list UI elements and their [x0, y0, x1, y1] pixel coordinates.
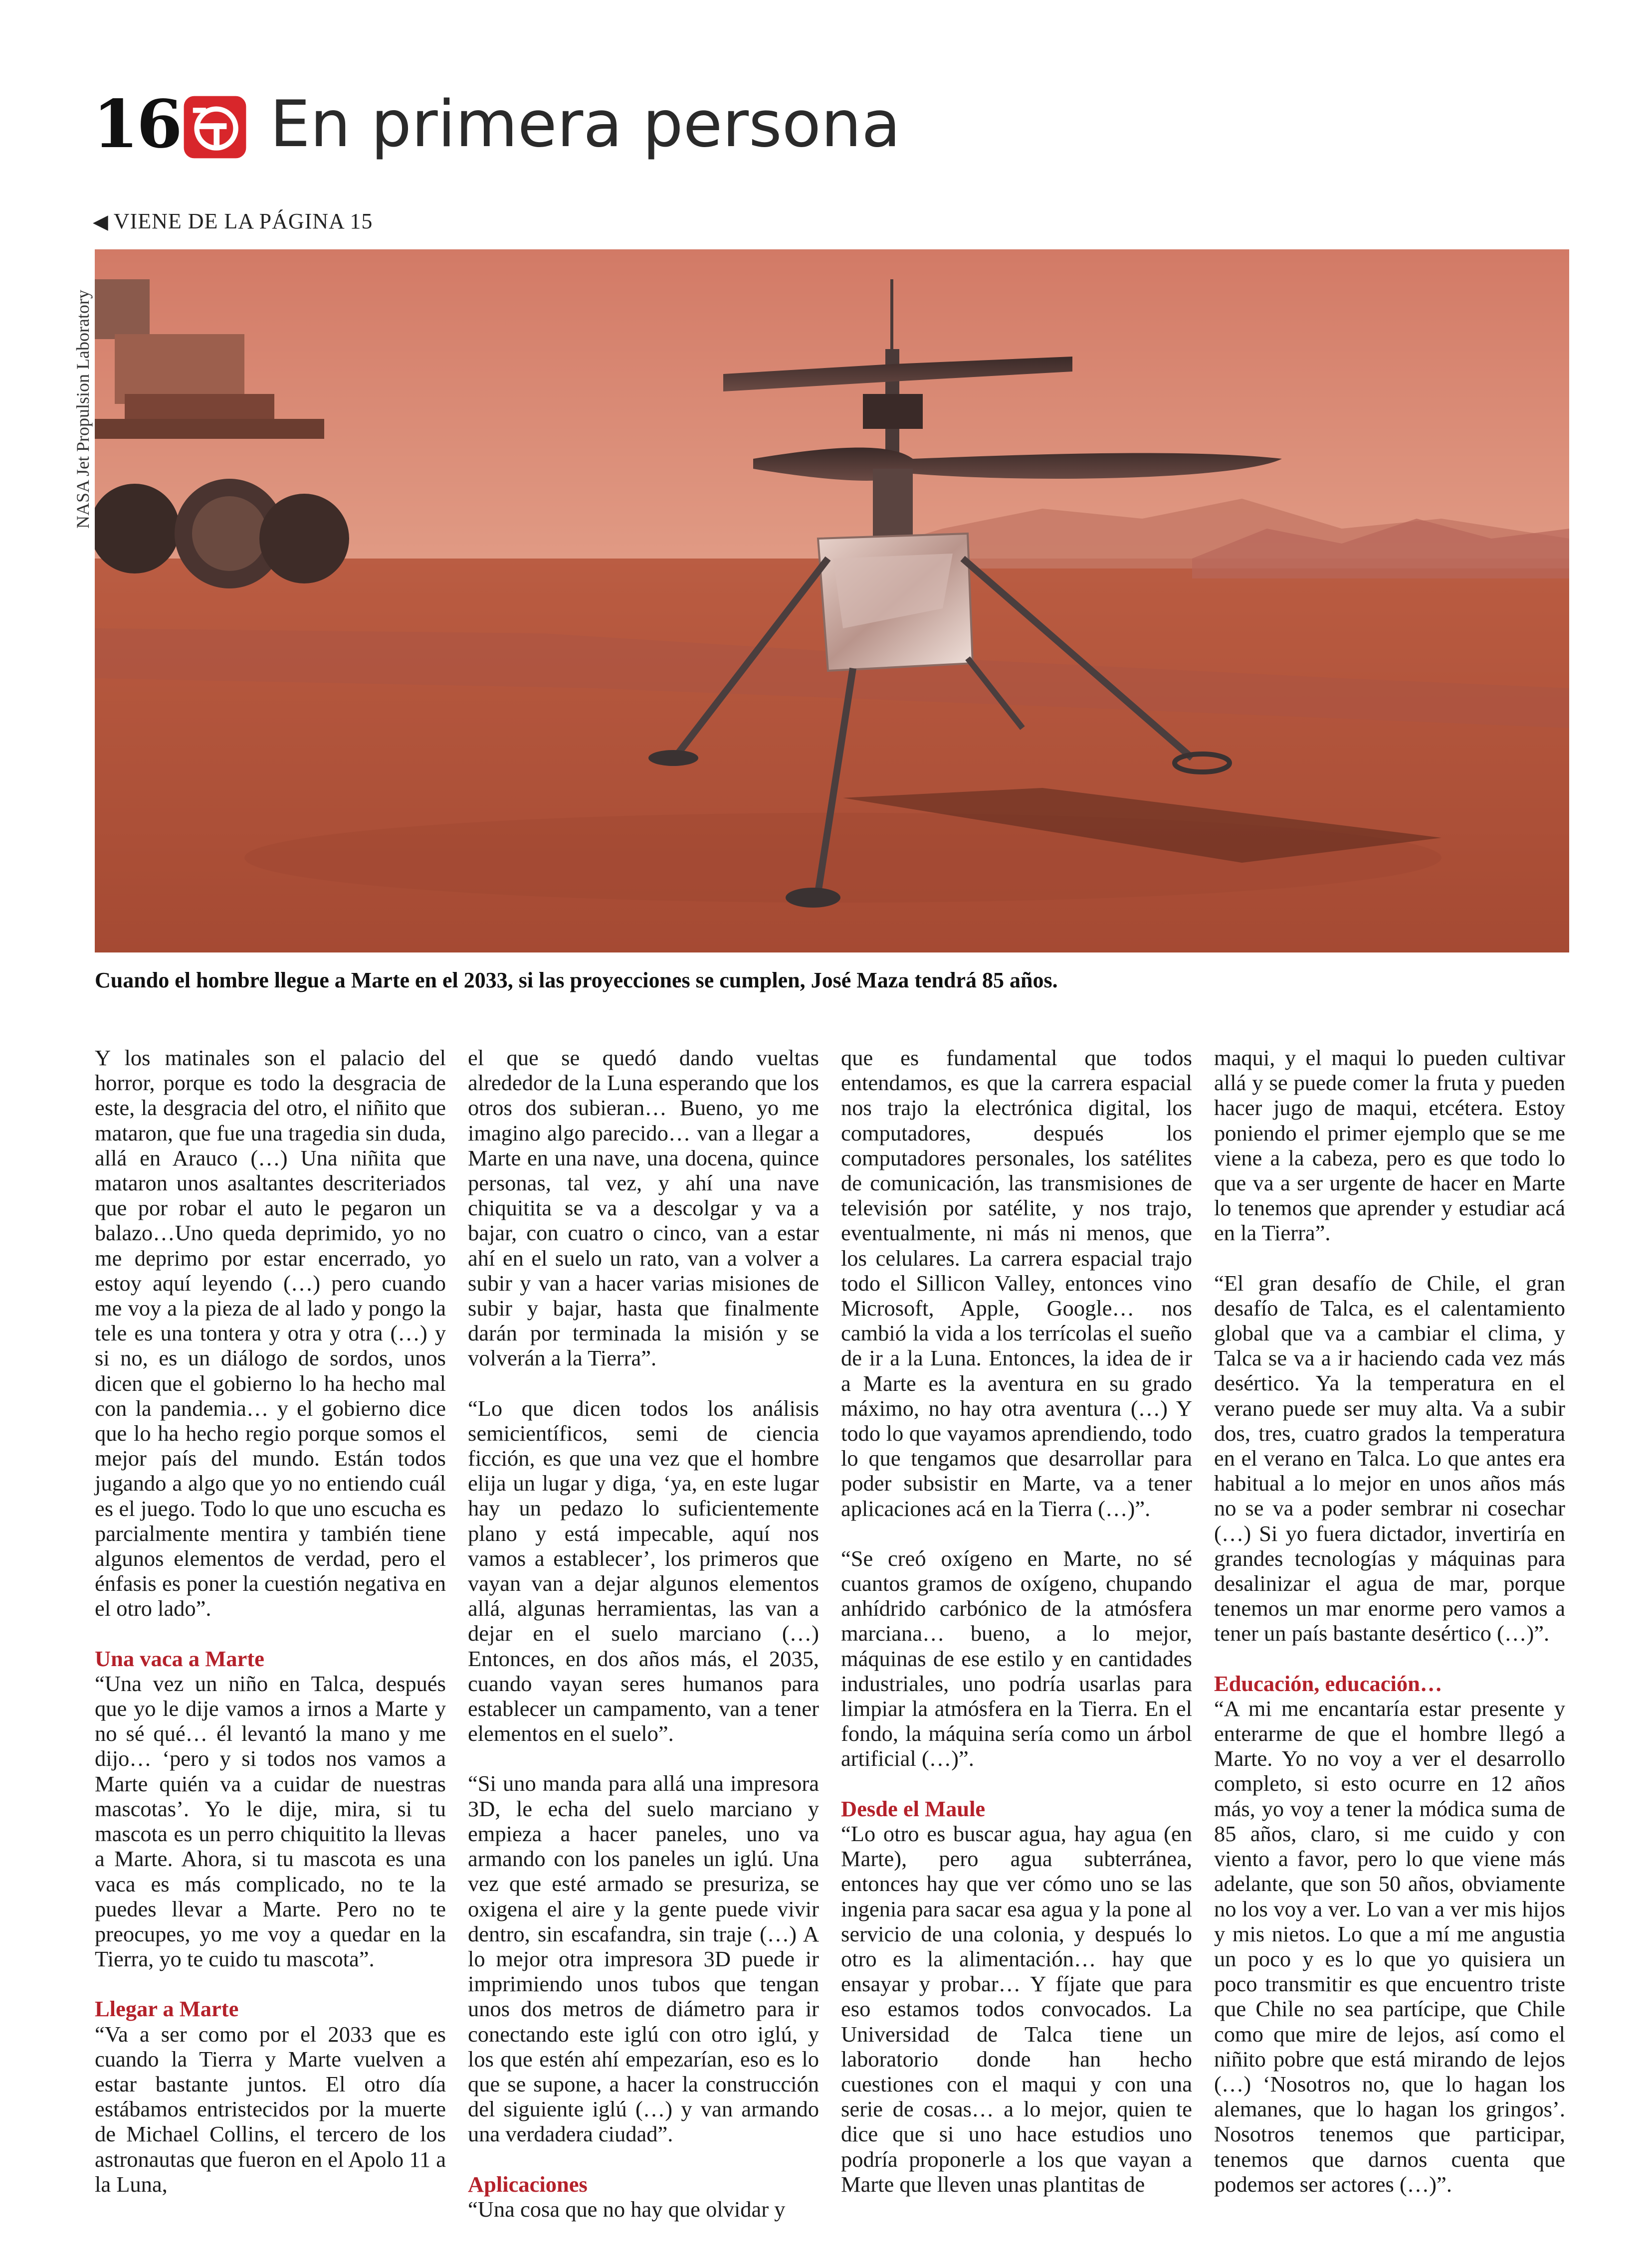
continued-text: VIENE DE LA PÁGINA 15	[113, 209, 373, 233]
left-triangle-icon: ◀	[93, 210, 109, 233]
section-title: En primera persona	[270, 87, 901, 162]
article-column-1	[95, 1045, 446, 2197]
page-header	[93, 85, 1539, 175]
paragraph: “Una cosa que no hay que olvidar y	[468, 2196, 786, 2222]
paragraph: maqui, y el maqui lo pueden cultivar allá y se puede comer la fruta y pueden hacer jugo de maqui, etcétera. Estoy poniendo el primer ejemplo que se me viene a la cabeza, pero es que todo lo que va a ser urgente de hacer en Marte lo tenemos que aprender y estudiar acá en la Tierra”.	[1214, 1045, 1565, 1246]
paragraph: “Si uno manda para allá una impresora 3D, le echa del suelo marciano y empieza a hacer paneles, uno va armando con los paneles un iglú. Una vez que esté armado se presuriza, se oxigena el aire y la gente puede vivir dentro, sin escafandra, sin traje (…) A lo mejor otra impresora 3D puede ir imprimiendo unos tubos que tengan unos dos metros de diámetro para ir conectando este iglú con otro iglú, y los que estén ahí empezarían, eso es lo que se supone, a hacer la construcción del siguiente iglú (…) y van armando una verdadera ciudad”.	[468, 1771, 819, 2147]
paragraph: “El gran desafío de Chile, el gran desafío de Talca, es el calentamiento global que va a cambiar el clima, y Talca se va a ir haciendo cada vez más desértico. Ya la temperatura en el verano puede ser muy alta. Va a subir dos, tres, cuatro grados la temperatura en el verano en Talca. Lo que antes era habitual a lo mejor en unos años más no se va a poder sembrar ni cosechar (…) Si yo fuera dictador, invertiría en grandes tecnologías y máquinas para desalinizar el agua de mar, porque tenemos un mar enorme pero vamos a tener un país bastante desértico (…)”.	[1214, 1270, 1565, 1646]
paragraph: Y los matinales son el palacio del horror, porque es todo la desgracia de este, la desgracia del otro, el niñito que mataron, que fue una tragedia sin duda, allá en Arauco (…) Una niñita que mataron unos asaltantes descriteriados que por robar el auto le pegaron un balazo…Uno queda deprimido, yo no me deprimo por estar encerrado, yo estoy aquí leyendo (…) pero cuando me voy a la pieza de al lado y pongo la tele es una tontera y otra y otra (…) y si no, es un diálogo de sordos, unos dicen que el gobierno lo ha hecho mal con la pandemia… y el gobierno dice que lo ha hecho regio porque somos el mejor país del mundo. Están todos jugando a algo que yo no entiendo cuál es el juego. Todo lo que uno escucha es parcialmente mentira y también tiene algunos elementos de verdad, pero el énfasis es poner la cuestión negativa en el otro lado”.	[95, 1045, 446, 1621]
paragraph: que es fundamental que todos entendamos, es que la carrera espacial nos trajo la electrónica digital, los computadores, después los computadores personales, los satélites de comunicación, las transmisiones de televisión por satélite, y nos trajo, eventualmente, ni más ni menos, que los celulares. La carrera espacial trajo todo el Sillicon Valley, entonces vino Microsoft, Apple, Google… nos cambió la vida a los terrícolas el sueño de ir a la Luna. Entonces, la idea de ir a Marte es la aventura en su grado máximo, no hay otra aventura (…) Y todo lo que vayamos aprendiendo, todo lo que tengamos que desarrollar para poder subsistir en Marte, va a tener aplicaciones acá en la Tierra (…)”.	[841, 1045, 1192, 1521]
subheading-una-vaca-a-marte: Una vaca a Marte	[95, 1646, 264, 1671]
photo-caption: Cuando el hombre llegue a Marte en el 2033, si las proyecciones se cumplen, José Maza tendrá 85 años.	[95, 968, 1058, 992]
subheading-desde-el-maule: Desde el Maule	[841, 1796, 986, 1821]
paragraph: “Lo que dicen todos los análisis semicientíficos, semi de ciencia ficción, es que una vez que el hombre elija un lugar y diga, ‘ya, en este lugar hay un pedazo lo suficientemente plano y está impecable, aquí nos vamos a establecer’, los primeros que vayan van a dejar algunos elementos allá, algunas herramientas, las van a dejar en el suelo marciano (…) Entonces, en dos años más, el 2035, cuando vayan seres humanos para establecer un campamento, van a tener elementos en el suelo”.	[468, 1395, 819, 1746]
subheading-aplicaciones: Aplicaciones	[468, 2171, 588, 2197]
paragraph: “Se creó oxígeno en Marte, no sé cuantos gramos de oxígeno, chupando anhídrido carbónico de la atmósfera marciana… bueno, a lo mejor, máquinas de ese estilo y en cantidades industriales, uno podría usarlas para limpiar la atmósfera en la Tierra. En el fondo, la máquina sería como un árbol artificial (…)”.	[841, 1545, 1192, 1771]
article-column-3	[841, 1045, 1192, 2197]
article-column-2	[468, 1045, 819, 2222]
newspaper-logo-icon	[183, 95, 247, 160]
paragraph: “A mi me encantaría estar presente y enterarme de que el hombre llegó a Marte. Yo no voy a ver el desarrollo completo, si esto ocurre en 12 años más, yo voy a tener la módica suma de 85 años, claro, si me cuido y con viento a favor, pero lo que viene más adelante, que son 50 años, obviamente no los voy a ver. Lo van a ver mis hijos y mis nietos. Lo que a mí me angustia un poco y es lo que yo quisiera un poco transmitir es que encuentro triste que Chile no sea partícipe, que Chile como que mire de lejos, así como el niñito pobre que está mirando de lejos (…) ‘Nosotros no, que lo hagan los alemanes, que lo hagan los gringos’. Nosotros tenemos que participar, tenemos que darnos cuenta que podemos ser actores (…)”.	[1214, 1696, 1565, 2197]
paragraph: “Lo otro es buscar agua, hay agua (en Marte), pero agua subterránea, entonces hay que ver cómo uno se las ingenia para sacar esa agua y la pone al servicio de una colonia, y después lo otro es la alimentación… hay que ensayar y probar… Y fíjate que para eso estamos todos convocados. La Universidad de Talca tiene un laboratorio donde han hecho cuestiones con el maqui y con una serie de cosas… a lo mejor, quien te dice que si uno hace estudios uno podría proponerle a los que vayan a Marte que lleven unas plantitas de	[841, 1821, 1192, 2197]
continued-from-label	[93, 208, 373, 235]
subheading-educacion: Educación, educación…	[1214, 1671, 1442, 1696]
subheading-llegar-a-marte: Llegar a Marte	[95, 1996, 239, 2022]
paragraph: “Va a ser como por el 2033 que es cuando la Tierra y Marte vuelven a estar bastante juntos. El otro día estábamos entristecidos por la muerte de Michael Collins, el tercero de los astronautas que fueron en el Apolo 11 a la Luna,	[95, 2021, 446, 2197]
paragraph: “Una vez un niño en Talca, después que yo le dije vamos a irnos a Marte y no sé qué… él levantó la mano y me dijo… ‘pero y si todos nos vamos a Marte quién va a cuidar de nuestras mascotas’. Yo le dije, mira, si tu mascota es un perro chiquitito la llevas a Marte. Ahora, si tu mascota es una vaca es más complicado, no te la puedes llevar a Marte. Pero no te preocupes, yo me voy a quedar en la Tierra, yo te cuido tu mascota”.	[95, 1671, 446, 1972]
article-column-4	[1214, 1045, 1565, 2197]
mars-helicopter-photo	[95, 249, 1569, 952]
page-number: 16	[93, 86, 181, 163]
photo-credit: NASA Jet Propulsion Laboratory	[73, 290, 93, 529]
paragraph: el que se quedó dando vueltas alrededor de la Luna esperando que los otros dos subieran… Bueno, yo me imagino algo parecido… van a llegar a Marte en una nave, una docena, quince personas, tal vez, y ahí una nave chiquitita se va a descolgar y va a bajar, con cuatro o cinco, van a estar ahí en el suelo un rato, van a volver a subir y van a hacer varias misiones de subir y bajar, hasta que finalmente darán por terminada la misión y se volverán a la Tierra”.	[468, 1045, 819, 1371]
